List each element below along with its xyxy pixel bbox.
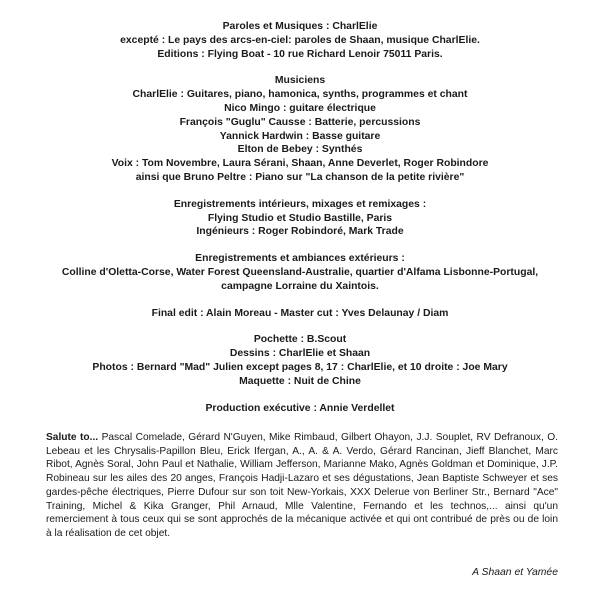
artwork-line: Dessins : CharlElie et Shaan <box>229 348 371 360</box>
block-recordings <box>20 198 580 239</box>
artwork-line: Photos : Bernard "Mad" Julien except pages 8, 17 : CharlElie, et 10 droite : Joe Mary <box>92 361 508 373</box>
musician-line: ainsi que Bruno Peltre : Piano sur "La chanson de la petite rivière" <box>135 171 465 183</box>
edit-line: Final edit : Alain Moreau - Master cut : Yves Delaunay / Diam <box>151 307 449 319</box>
credits-blocks <box>20 20 580 428</box>
block-outdoor <box>20 252 580 293</box>
salute-text: Pascal Comelade, Gérard N'Guyen, Mike Rimbaud, Gilbert Ohayon, J.J. Souplet, RV Defranoux, O. Lebeau et les Chrysalis-Papillon Bleu, Erick Ifergan, A., A. & A. Verdo, Gérard Rancinan, Jieff Blanchet, Marc Ribot, Agnès Soral, John Paul et Nathalie, William Jefferson, Marianne Mako, Agnès Goldman et Dominique, J.P. Robineau sur les ailes des 20 anges, François Hadji-Lazaro et ses dégustations, Jean Baptiste Schweyer et ses gardes-pêche électriques, Pierre Dufour sur son toit New-Yorkais, XXX Delerue von Berliner Str., Bernard "Ace" Training, Michel & Kika Granger, Phil Arnaud, Mlle Valentine, Fernando et les technos,... ainsi qu'un remerciement à tous ceux qui se sont approchés de la mécanique activée et qui ont contribué de près ou de loin à la réalisation de cet objet. <box>46 432 558 539</box>
artwork-line: Pochette : B.Scout <box>253 334 347 346</box>
outdoor-line: campagne Lorraine du Xaintois. <box>221 280 379 292</box>
musician-line: Elton de Bebey : Synthés <box>237 144 363 156</box>
musician-line: François "Guglu" Causse : Batterie, percussions <box>179 116 421 128</box>
artwork-line: Maquette : Nuit de Chine <box>239 375 361 387</box>
outdoor-line: Colline d'Oletta-Corse, Water Forest Queensland-Australie, quartier d'Alfama Lisbonne-Portugal, <box>61 266 539 278</box>
block-production <box>20 402 580 416</box>
musicians-heading: Musiciens <box>274 75 326 87</box>
musician-line: CharlElie : Guitares, piano, hamonica, synths, programmes et chant <box>132 89 468 101</box>
block-edit <box>20 307 580 321</box>
salute-lead: Salute to... <box>46 432 99 443</box>
dedication: A Shaan et Yamée <box>472 567 558 578</box>
lyrics-line: excepté : Le pays des arcs-en-ciel: paroles de Shaan, musique CharlElie. <box>120 34 480 46</box>
recordings-line: Ingénieurs : Roger Robindoré, Mark Trade <box>196 226 404 238</box>
recordings-line: Flying Studio et Studio Bastille, Paris <box>207 212 393 224</box>
outdoor-line: Enregistrements et ambiances extérieurs : <box>195 253 405 265</box>
salute-paragraph <box>46 431 558 541</box>
musician-line: Voix : Tom Novembre, Laura Sérani, Shaan, Anne Deverlet, Roger Robindore <box>111 158 489 170</box>
block-musicians <box>20 74 580 184</box>
block-lyrics <box>20 20 580 61</box>
lyrics-line: Editions : Flying Boat - 10 rue Richard Lenoir 75011 Paris. <box>157 48 443 60</box>
production-line: Production exécutive : Annie Verdellet <box>205 402 395 414</box>
recordings-line: Enregistrements intérieurs, mixages et remixages : <box>173 198 427 210</box>
lyrics-line: Paroles et Musiques : CharlElie <box>222 21 378 32</box>
block-artwork <box>20 333 580 388</box>
musician-line: Yannick Hardwin : Basse guitare <box>219 130 381 142</box>
musician-line: Nico Mingo : guitare électrique <box>224 102 376 114</box>
